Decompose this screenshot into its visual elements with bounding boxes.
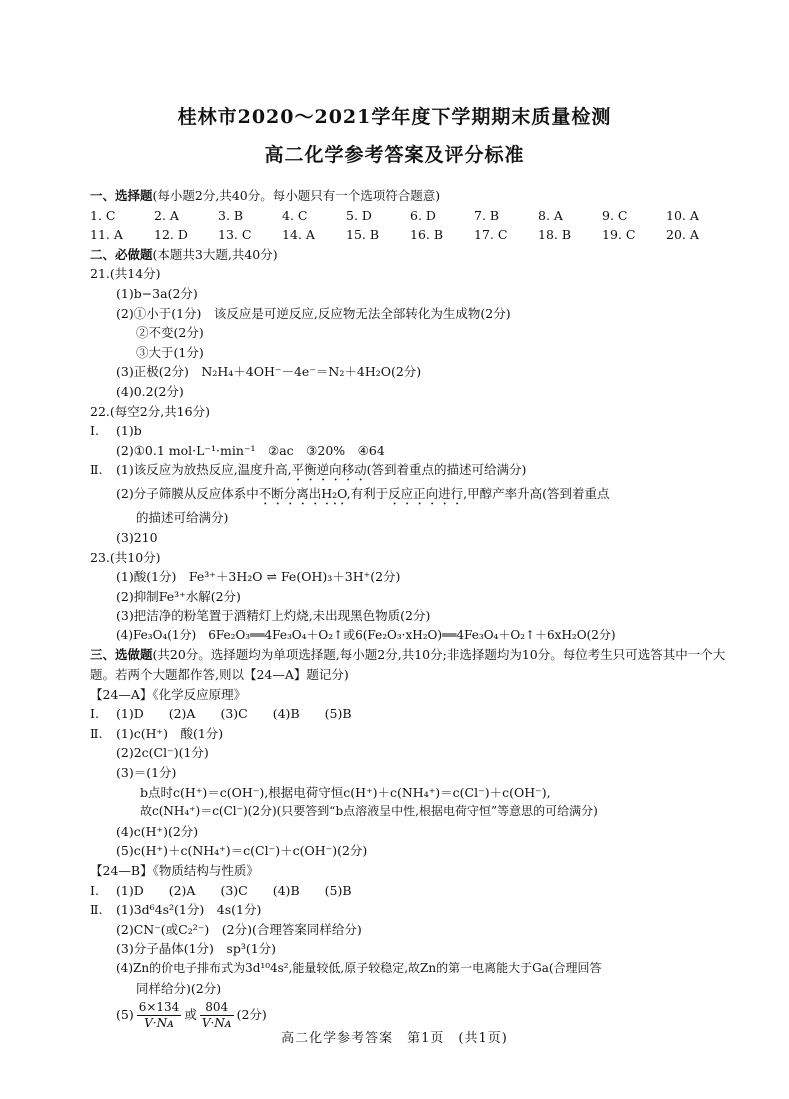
q23-line: (3)把洁净的粉笔置于酒精灯上灼烧,未出现黑色物质(2分) — [116, 608, 431, 624]
q23-line: (1)酸(1分) Fe³⁺＋3H₂O ⇌ Fe(OH)₃＋3H⁺(2分) — [116, 569, 401, 585]
fraction: $\frac{6\times 134}{\text{V·Nᴀ}}$ — [138, 1000, 180, 1031]
q24b-part2-line: (3)分子晶体(1分) sp³(1分) — [116, 941, 277, 957]
answer-item: 14. A — [282, 227, 315, 243]
q21-line: (2)①小于(1分) 该反应是可逆反应,反应物无法全部转化为生成物(2分) — [116, 305, 511, 321]
answer-item: 11. A — [90, 227, 123, 243]
fraction: $\frac{804}{\text{V·Nᴀ}}$ — [201, 1000, 232, 1031]
q24b-part2-line: (4)Zn的价电子排布式为3d¹⁰4s²,能量较低,原子较稳定,故Zn的第一电离能大于Ga(合理回答 — [116, 960, 602, 975]
q22-part2-line: 的描述可给满分) — [136, 510, 229, 526]
answer-body — [90, 186, 730, 1031]
q24a-part2-line: (4)c(H⁺)(2分) — [116, 823, 199, 839]
section-3-heading: 三、选做题(共20分。选择题均为单项选择题,每小题2分,共10分;非选择题均为10分。每位考生只可选答其中一个大题。若两个大题都作答,则以【24—A】题记分) — [90, 647, 726, 683]
answer-item: 3. B — [218, 207, 244, 223]
q23-line: (4)Fe₃O₄(1分) 6Fe₂O₃══4Fe₃O₄＋O₂↑或6(Fe₂O₃·xH₂O)══4Fe₃O₄＋O₂↑＋6xH₂O(2分) — [116, 627, 616, 642]
page-title: 桂林市2020～2021学年度下学期期末质量检测 — [177, 106, 612, 128]
answers-row-1 — [90, 206, 730, 226]
answer-item: 18. B — [538, 227, 572, 243]
page-subtitle: 高二化学参考答案及评分标准 — [264, 144, 525, 166]
answer-item: 9. C — [602, 207, 628, 223]
answer-item: 13. C — [218, 227, 252, 243]
q23-heading: 23.(共10分) — [90, 549, 161, 565]
q24b-part2-line: (2)CN⁻(或C₂²⁻) (2分)(合理答案同样给分) — [116, 921, 362, 937]
answer-item: 7. B — [474, 207, 500, 223]
q22-part2-line: (3)210 — [116, 529, 158, 545]
answer-item: 19. C — [602, 227, 636, 243]
q21-heading: 21.(共14分) — [90, 266, 161, 282]
q24b-part2-line: 同样给分)(2分) — [136, 980, 222, 996]
q24a-part1-line: Ⅰ. (1)D (2)A (3)C (4)B (5)B — [90, 706, 352, 722]
q21-line: (4)0.2(2分) — [116, 383, 184, 399]
answer-item: 10. A — [666, 207, 699, 223]
q21-line: (3)正极(2分) N₂H₄＋4OH⁻－4e⁻＝N₂＋4H₂O(2分) — [116, 364, 422, 380]
q24b-part2-line: Ⅱ. (1)3d⁶4s²(1分) 4s(1分) — [90, 902, 262, 918]
q22-part2-line: (2)分子筛膜从反应体系中不断分离出H₂O,有利于反应正向进行,甲醇产率升高(答到着重点 — [116, 486, 610, 502]
answer-item: 20. A — [666, 227, 699, 243]
q24a-part2-line: (3)＝(1分) — [116, 765, 177, 781]
q24a-part2-line: (2)2c(Cl⁻)(1分) — [116, 745, 209, 761]
answer-item: 5. D — [346, 207, 372, 223]
q24a-part2-line: b点时c(H⁺)＝c(OH⁻),根据电荷守恒c(H⁺)＋c(NH₄⁺)＝c(Cl⁻)＋c(OH⁻), — [140, 784, 551, 800]
q24b-heading: 【24—B】《物质结构与性质》 — [90, 863, 259, 878]
q22-part2-line: Ⅱ. (1)该反应为放热反应,温度升高,平衡逆向移动(答到着重点的描述可给满分) — [90, 462, 527, 478]
answer-item: 12. D — [154, 227, 188, 243]
q24b-part1-line: Ⅰ. (1)D (2)A (3)C (4)B (5)B — [90, 882, 352, 898]
q24b-part2-formula: (5) $\frac{6\times 134}{\text{V·Nᴀ}}$ 或 $\frac{804}{\text{V·Nᴀ}}$ (2分) — [116, 1000, 267, 1031]
q22-part1-line: (2)①0.1 mol·L⁻¹·min⁻¹ ②ac ③20% ④64 — [116, 442, 385, 458]
q21-line: ③大于(1分) — [136, 344, 204, 360]
page-footer: 高二化学参考答案 第1页 (共1页) — [281, 1031, 508, 1046]
answer-item: 4. C — [282, 207, 308, 223]
q21-line: ②不变(2分) — [136, 325, 204, 341]
q23-line: (2)抑制Fe³⁺水解(2分) — [116, 588, 241, 604]
q22-part1-line: Ⅰ. (1)b — [90, 423, 142, 439]
q22-heading: 22.(每空2分,共16分) — [90, 403, 210, 419]
answer-item: 2. A — [154, 207, 179, 223]
section-1-heading: 一、选择题(每小题2分,共40分。每小题只有一个选项符合题意) — [90, 188, 441, 203]
q24a-part2-line: Ⅱ. (1)c(H⁺) 酸(1分) — [90, 725, 224, 741]
q24a-part2-line: 故c(NH₄⁺)＝c(Cl⁻)(2分)(只要答到“b点溶液呈中性,根据电荷守恒”等意思的可给满分) — [140, 804, 598, 819]
answer-item: 8. A — [538, 207, 563, 223]
answer-item: 17. C — [474, 227, 508, 243]
answer-item: 16. B — [410, 227, 444, 243]
answers-row-2 — [90, 225, 730, 245]
answer-item: 15. B — [346, 227, 380, 243]
answer-item: 1. C — [90, 207, 116, 223]
q21-line: (1)b−3a(2分) — [116, 285, 198, 301]
section-2-heading: 二、必做题(本题共3大题,共40分) — [90, 246, 278, 262]
answer-item: 6. D — [410, 207, 436, 223]
q24a-part2-line: (5)c(H⁺)＋c(NH₄⁺)＝c(Cl⁻)＋c(OH⁻)(2分) — [116, 843, 368, 859]
q24a-heading: 【24—A】《化学反应原理》 — [90, 686, 247, 702]
